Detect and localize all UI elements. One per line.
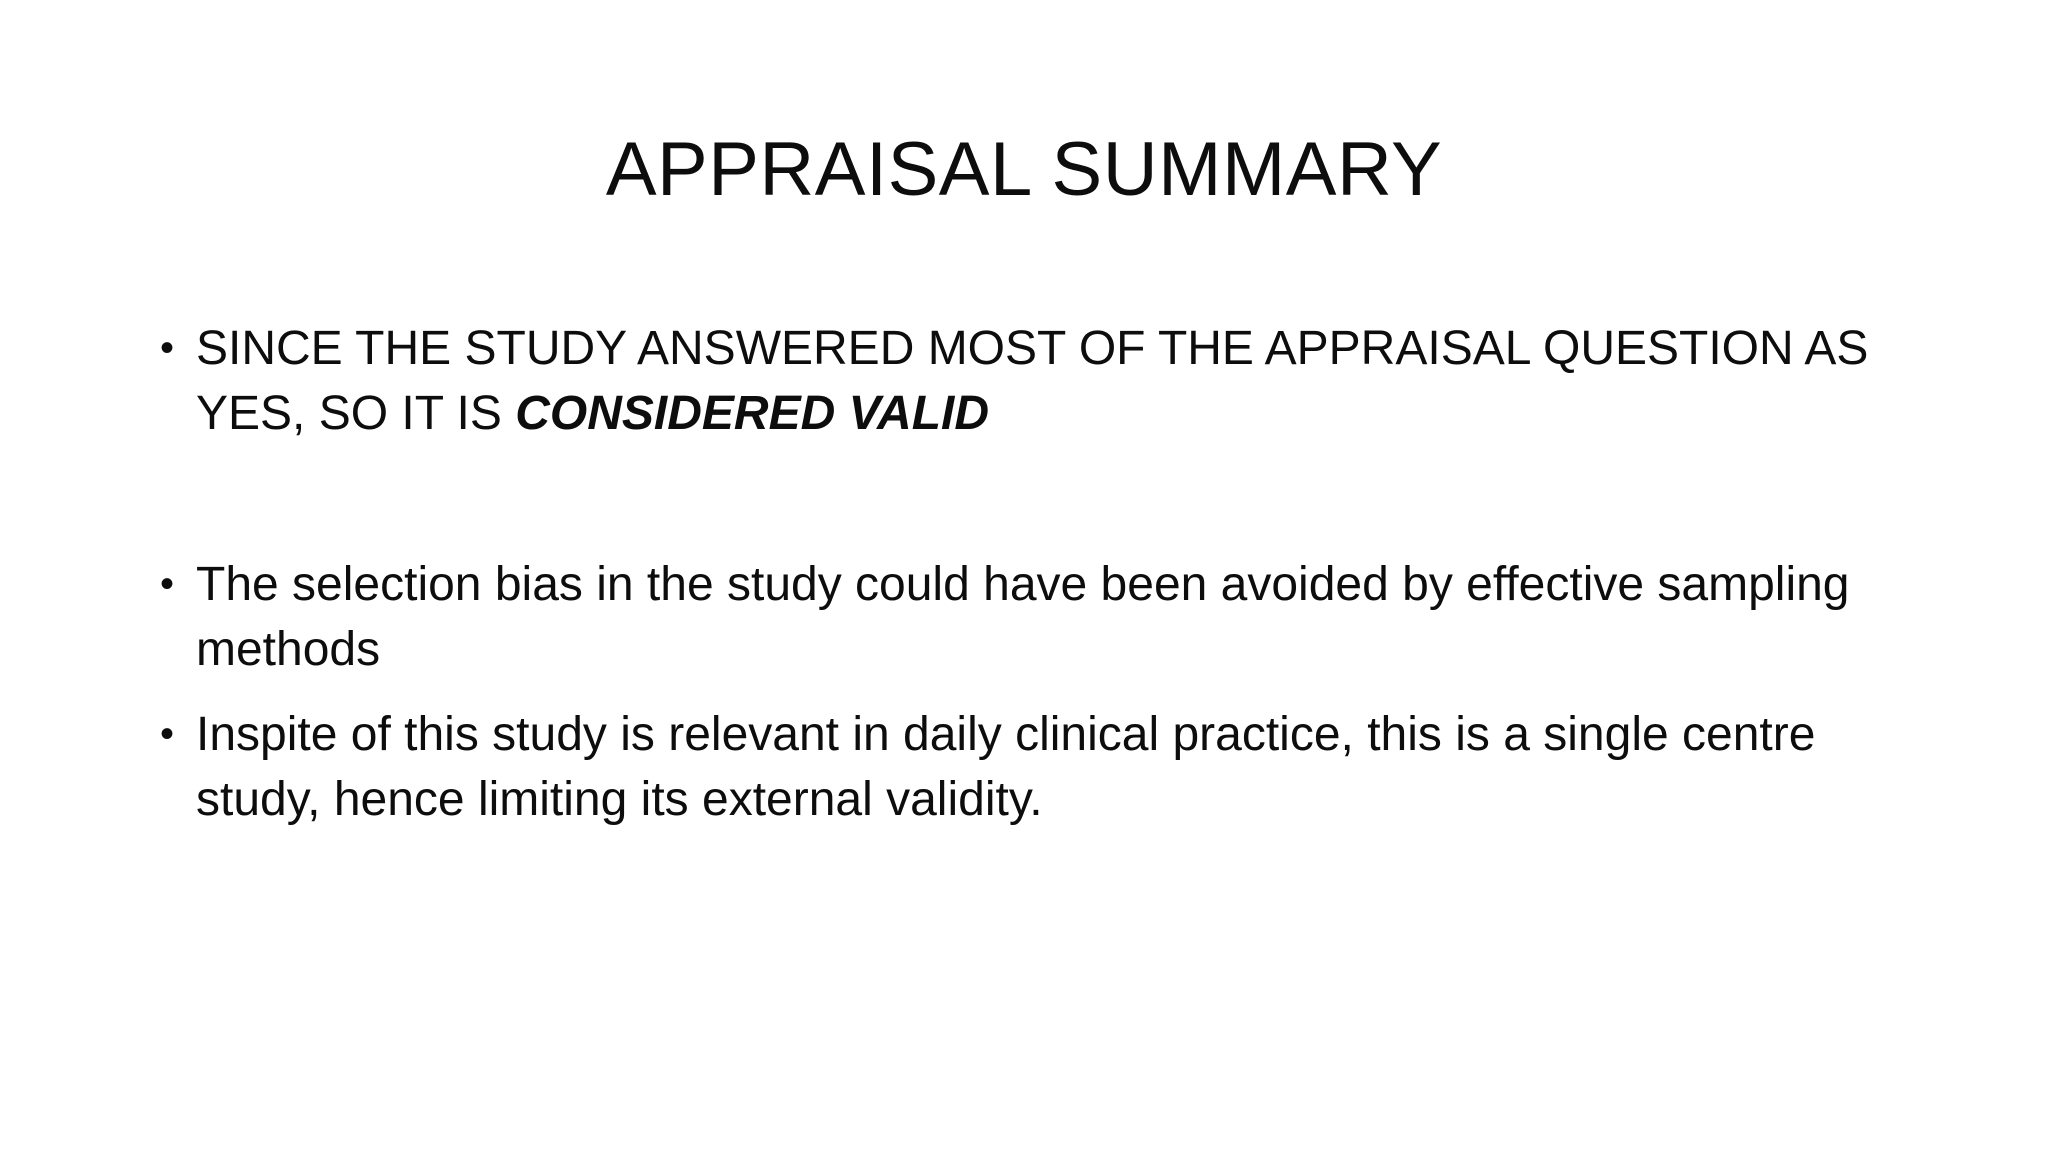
bullet-dot-icon: • [160,712,175,756]
bullet-list [160,316,1920,832]
bullet-item-selection-bias [160,552,1920,682]
bullet-dot-icon: • [160,326,175,370]
bullet-dot-icon: • [160,562,175,606]
bullet-text: Inspite of this study is relevant in daily clinical practice, this is a single centre study, hence limiting its external validity. [196,708,1816,826]
bullet-text: SINCE THE STUDY ANSWERED MOST OF THE APPRAISAL QUESTION AS YES, SO IT IS [196,322,1869,440]
bullet-emphasis: CONSIDERED VALID [515,387,990,440]
bullet-text: The selection bias in the study could have been avoided by effective sampling methods [196,558,1850,676]
bullet-item-validity [160,316,1920,446]
bullet-item-external-validity [160,702,1920,832]
slide-title: APPRAISAL SUMMARY [605,127,1443,212]
